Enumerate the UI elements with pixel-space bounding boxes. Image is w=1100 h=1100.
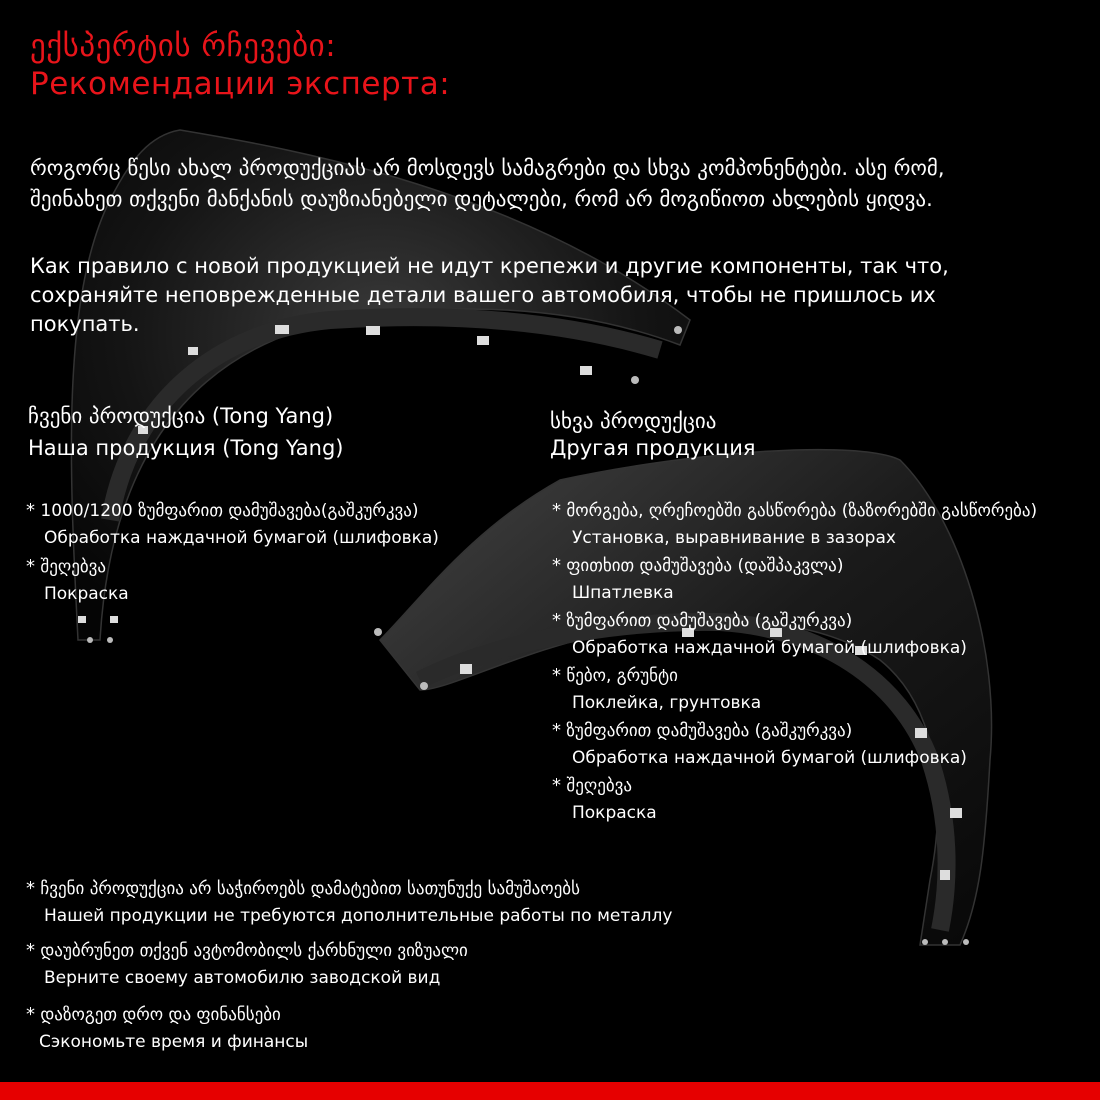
our-product-item — [26, 498, 439, 552]
other-product-item — [552, 663, 761, 717]
item-ru: Обработка наждачной бумагой (шлифовка) — [572, 748, 967, 768]
item-ka: ზუმფარით დამუშავება (გაშკურკვა) — [566, 721, 853, 741]
bullet-star: * — [26, 1004, 35, 1025]
item-ru: Установка, выравнивание в зазорах — [572, 528, 896, 548]
bottom-accent-bar — [0, 1082, 1100, 1100]
our-product-heading-ka: ჩვენი პროდუქცია (Tong Yang) — [28, 404, 334, 428]
intro-russian: Как правило с новой продукцией не идут крепежи и другие компоненты, так что, сохраняйте неповрежденные детали вашего автомобиля, чтобы не пришлось их покупать. — [30, 254, 949, 336]
item-ka: წებო, გრუნტი — [566, 666, 678, 686]
item-ka: მორგება, ღრეჩოებში გასწორება (ზაზორებში გასწორება) — [566, 501, 1038, 521]
benefit-item — [26, 876, 672, 930]
bullet-star: * — [26, 940, 35, 961]
benefit-item — [26, 938, 468, 992]
item-ru: Покраска — [44, 584, 129, 604]
benefit-ru: Сэкономьте время и финансы — [39, 1032, 309, 1052]
bullet-star: * — [552, 555, 561, 576]
item-ru: Обработка наждачной бумагой (шлифовка) — [44, 528, 439, 548]
benefit-ru: Нашей продукции не требуются дополнительные работы по металлу — [44, 906, 673, 926]
other-product-heading-ru: Другая продукция — [550, 436, 756, 460]
intro-georgian: როგორც წესი ახალ პროდუქციას არ მოსდევს სამაგრები და სხვა კომპონენტები. ასე რომ, შეინახეთ თქვენი მანქანის დაუზიანებელი დეტალები, რომ არ მოგიწიოთ ახლების ყიდვა. — [30, 156, 945, 211]
benefit-item — [26, 1002, 308, 1056]
other-product-item — [552, 773, 657, 827]
bullet-star: * — [552, 775, 561, 796]
our-product-item — [26, 554, 129, 608]
other-product-item — [552, 498, 1037, 552]
benefit-ka: ჩვენი პროდუქცია არ საჭიროებს დამატებით სათუნუქე სამუშაოებს — [40, 879, 580, 899]
title-russian: Рекомендации эксперта: — [30, 66, 451, 102]
our-product-heading-ru: Наша продукция (Tong Yang) — [28, 436, 344, 460]
item-ka: 1000/1200 ზუმფარით დამუშავება(გაშკურკვა) — [40, 501, 419, 521]
other-product-item — [552, 553, 843, 607]
item-ka: შეღებვა — [40, 557, 106, 577]
bullet-star: * — [552, 500, 561, 521]
other-product-heading-ka: სხვა პროდუქცია — [550, 409, 717, 433]
benefit-ru: Верните своему автомобилю заводской вид — [44, 968, 441, 988]
bullet-star: * — [26, 500, 35, 521]
bullet-star: * — [552, 665, 561, 686]
item-ru: Поклейка, грунтовка — [572, 693, 762, 713]
bullet-star: * — [26, 878, 35, 899]
item-ka: ზუმფარით დამუშავება (გაშკურკვა) — [566, 611, 853, 631]
bullet-star: * — [552, 610, 561, 631]
benefit-ka: დაუბრუნეთ თქვენ ავტომობილს ქარხნული ვიზუალი — [40, 941, 468, 961]
other-product-item — [552, 718, 967, 772]
other-product-item — [552, 608, 967, 662]
bullet-star: * — [26, 556, 35, 577]
title-georgian: ექსპერტის რჩევები: — [30, 28, 337, 64]
bullet-star: * — [552, 720, 561, 741]
item-ru: Шпатлевка — [572, 583, 674, 603]
item-ru: Обработка наждачной бумагой (шлифовка) — [572, 638, 967, 658]
item-ka: ფითხით დამუშავება (დაშპაკვლა) — [566, 556, 844, 576]
item-ka: შეღებვა — [566, 776, 632, 796]
benefit-ka: დაზოგეთ დრო და ფინანსები — [40, 1005, 281, 1025]
item-ru: Покраска — [572, 803, 657, 823]
